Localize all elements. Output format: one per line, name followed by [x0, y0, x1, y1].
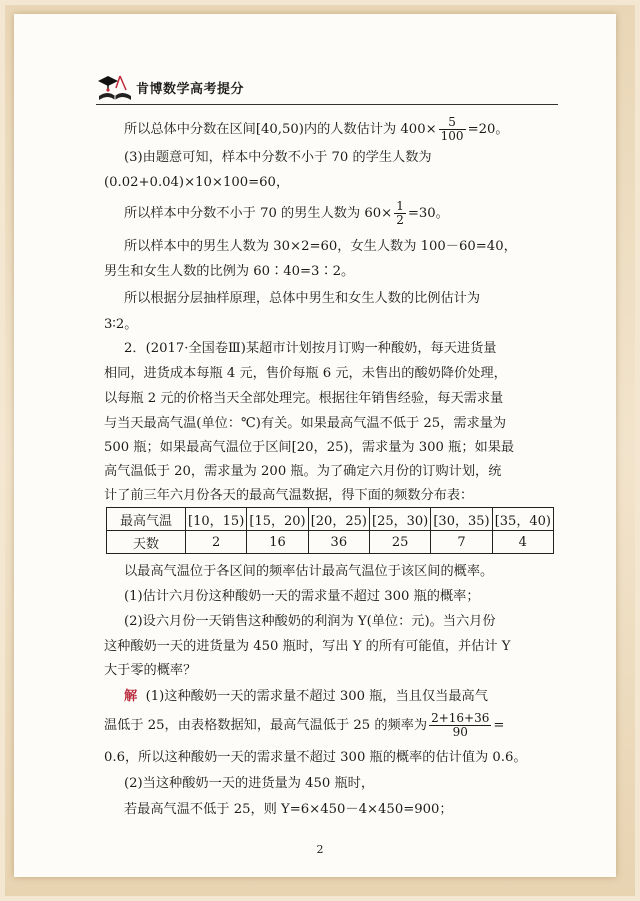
- text-line: (0.02+0.04)×10×100=60，: [104, 175, 290, 190]
- question-line: (1)估计六月份这种酸奶一天的需求量不超过 300 瓶的概率；: [124, 589, 480, 604]
- table-cell: [35，40): [492, 508, 553, 531]
- table-cell: 25: [369, 531, 430, 554]
- text-line: 所以根据分层抽样原理，总体中男生和女生人数的比例估计为: [124, 291, 481, 306]
- question-line: 大于零的概率？: [104, 663, 197, 678]
- fraction: $\frac{1}{2}$: [396, 199, 404, 227]
- table-header-cell: 天数: [107, 531, 186, 554]
- table-cell: [30，35): [431, 508, 492, 531]
- solution-line: (2)当这种酸奶一天的进货量为 450 瓶时，: [124, 776, 375, 791]
- question-line: (2)设六月份一天销售这种酸奶的利润为 Y(单位：元)。当六月份: [124, 614, 496, 629]
- table-cell: 7: [431, 531, 492, 554]
- text-line: 所以样本中的男生人数为 30×2=60，女生人数为 100－60=40，: [124, 239, 517, 254]
- question-line: 以最高气温位于各区间的频率估计最高气温位于该区间的概率。: [124, 564, 494, 579]
- table-header-cell: 最高气温: [107, 508, 186, 531]
- table-cell: [10，15): [186, 508, 247, 531]
- table-cell: [15，20): [247, 508, 308, 531]
- text-line: 男生和女生人数的比例为 60∶40=3∶2。: [104, 264, 355, 279]
- table-cell: [25，30): [369, 508, 430, 531]
- header-rule: [96, 104, 558, 105]
- text-line: (3)由题意可知，样本中分数不小于 70 的学生人数为: [124, 150, 432, 165]
- solution-line: 温低于 25，由表格数据知，最高气温低于 25 的频率为 $\frac{2+16+36}{90}$ =: [104, 711, 505, 739]
- page-header: [96, 70, 558, 106]
- table-cell: 4: [492, 531, 553, 554]
- table-row: [107, 508, 554, 531]
- table-cell: 16: [247, 531, 308, 554]
- problem-line: 高气温低于 20，需求量为 200 瓶。为了确定六月份的订购计划，统: [104, 464, 502, 479]
- problem-line: 与当天最高气温(单位：℃)有关。如果最高气温不低于 25，需求量为: [104, 416, 507, 431]
- table-cell: 36: [308, 531, 369, 554]
- page-number: 2: [316, 843, 324, 856]
- frequency-table: [106, 507, 554, 554]
- problem-line: 2．(2017·全国卷Ⅲ)某超市计划按月订购一种酸奶，每天进货量: [124, 341, 497, 356]
- question-line: 这种酸奶一天的进货量为 450 瓶时，写出 Y 的所有可能值，并估计 Y: [104, 639, 511, 654]
- solution-line: 解 (1)这种酸奶一天的需求量不超过 300 瓶，当且仅当最高气: [124, 689, 488, 704]
- solution-line: 若最高气温不低于 25，则 Y=6×450－4×450=900；: [124, 802, 453, 817]
- fraction: $\frac{5}{100}$: [440, 115, 464, 143]
- brand-title: 肯博数学高考提分: [136, 82, 245, 97]
- book-logo-icon: [96, 70, 134, 104]
- table-row: [107, 531, 554, 554]
- table-cell: 2: [186, 531, 247, 554]
- table-cell: [20，25): [308, 508, 369, 531]
- solution-marker: 解: [124, 689, 138, 704]
- problem-line: 相同，进货成本每瓶 4 元，售价每瓶 6 元，未售出的酸奶降价处理，: [104, 366, 507, 381]
- text-line: 所以样本中分数不小于 70 的男生人数为 60× $\frac{1}{2}$ =30。: [124, 199, 449, 227]
- problem-line: 计了前三年六月份各天的最高气温数据，得下面的频数分布表：: [104, 488, 474, 503]
- text-line: 3∶2。: [104, 317, 138, 332]
- problem-line: 500 瓶；如果最高气温位于区间[20，25)，需求量为 300 瓶；如果最: [104, 440, 515, 455]
- text-line: 所以总体中分数在区间[40,50)内的人数估计为 400× $\frac{5}{100}$ =20。: [124, 115, 509, 143]
- fraction: $\frac{2+16+36}{90}$: [431, 711, 490, 739]
- solution-line: 0.6，所以这种酸奶一天的需求量不超过 300 瓶的概率的估计值为 0.6。: [104, 750, 527, 765]
- problem-line: 以每瓶 2 元的价格当天全部处理完。根据往年销售经验，每天需求量: [104, 391, 504, 406]
